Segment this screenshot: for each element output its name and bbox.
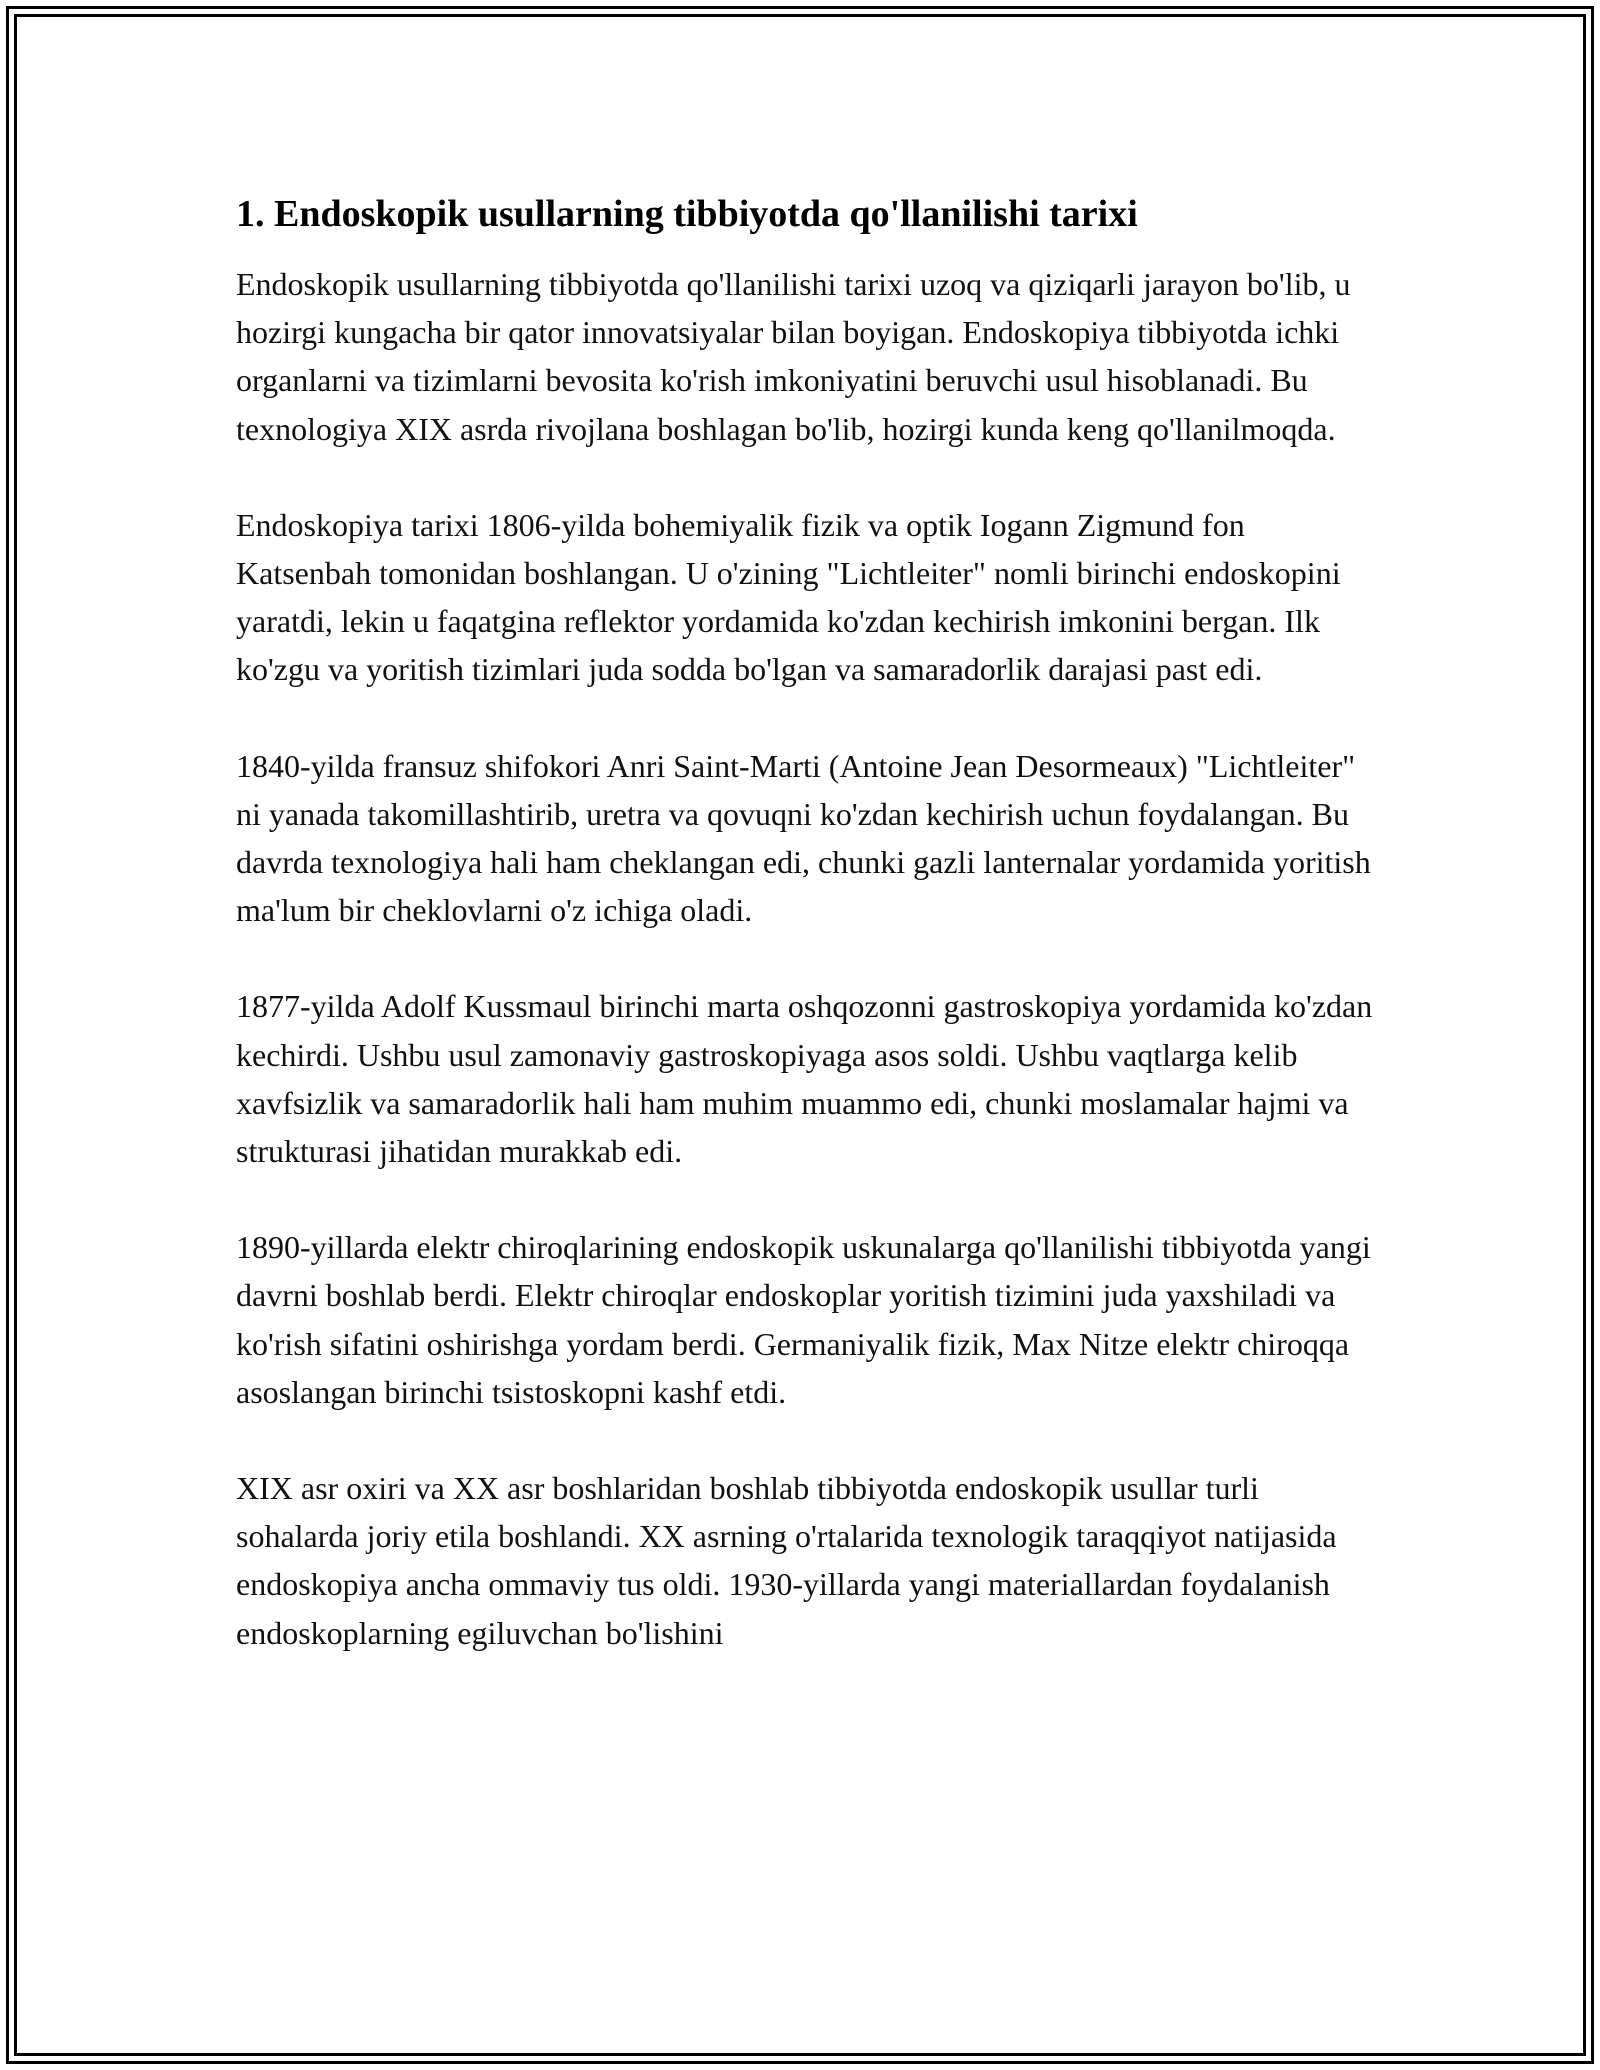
document-body xyxy=(236,190,1376,1705)
paragraph-1840: 1840-yilda fransuz shifokori Anri Saint-Marti (Antoine Jean Desormeaux) "Lichtleiter" ni yanada takomillashtirib, uretra va qovuqni ko'zdan kechirish uchun foydalangan. Bu davrda texnologiya hali ham cheklangan edi, chunki gazli lanternalar yordamida yoritish ma'lum bir cheklovlarni o'z ichiga oladi. xyxy=(236,747,1371,929)
section-heading: 1. Endoskopik usullarning tibbiyotda qo'llanilishi tarixi xyxy=(236,193,1138,235)
paragraph-xx-century: XIX asr oxiri va XX asr boshlaridan boshlab tibbiyotda endoskopik usullar turli sohalarda joriy etila boshlandi. XX asrning o'rtalarida texnologik taraqqiyot natijasida endoskopiya ancha ommaviy tus oldi. 1930-yillarda yangi materiallardan foydalanish endoskoplarning egiluvchan bo'lishini xyxy=(236,1470,1337,1651)
paragraph-1890s: 1890-yillarda elektr chiroqlarining endoskopik uskunalarga qo'llanilishi tibbiyotda yangi davrni boshlab berdi. Elektr chiroqlar endoskoplar yoritish tizimini juda yaxshiladi va ko'rish sifatini oshirishga yordam berdi. Germaniyalik fizik, Max Nitze elektr chiroqqa asoslangan birinchi tsistoskopni kashf etdi. xyxy=(236,1229,1371,1410)
paragraph-1806: Endoskopiya tarixi 1806-yilda bohemiyalik fizik va optik Iogann Zigmund fon Katsenbah tomonidan boshlangan. U o'zining "Lichtleiter" nomli birinchi endoskopini yaratdi, lekin u faqatgina reflektor yordamida ko'zdan kechirish imkonini bergan. Ilk ko'zgu va yoritish tizimlari juda sodda bo'lgan va samaradorlik darajasi past edi. xyxy=(236,506,1341,688)
paragraph-1877: 1877-yilda Adolf Kussmaul birinchi marta oshqozonni gastroskopiya yordamida ko'zdan kechirdi. Ushbu usul zamonaviy gastroskopiyaga asos soldi. Ushbu vaqtlarga kelib xavfsizlik va samaradorlik hali ham muhim muammo edi, chunki moslamalar hajmi va strukturasi jihatidan murakkab edi. xyxy=(236,988,1373,1170)
paragraph-introduction: Endoskopik usullarning tibbiyotda qo'llanilishi tarixi uzoq va qiziqarli jarayon bo'lib, u hozirgi kungacha bir qator innovatsiyalar bilan boyigan. Endoskopiya tibbiyotda ichki organlarni va tizimlarni bevosita ko'rish imkoniyatini beruvchi usul hisoblanadi. Bu texnologiya XIX asrda rivojlana boshlagan bo'lib, hozirgi kunda keng qo'llanilmoqda. xyxy=(236,266,1351,447)
